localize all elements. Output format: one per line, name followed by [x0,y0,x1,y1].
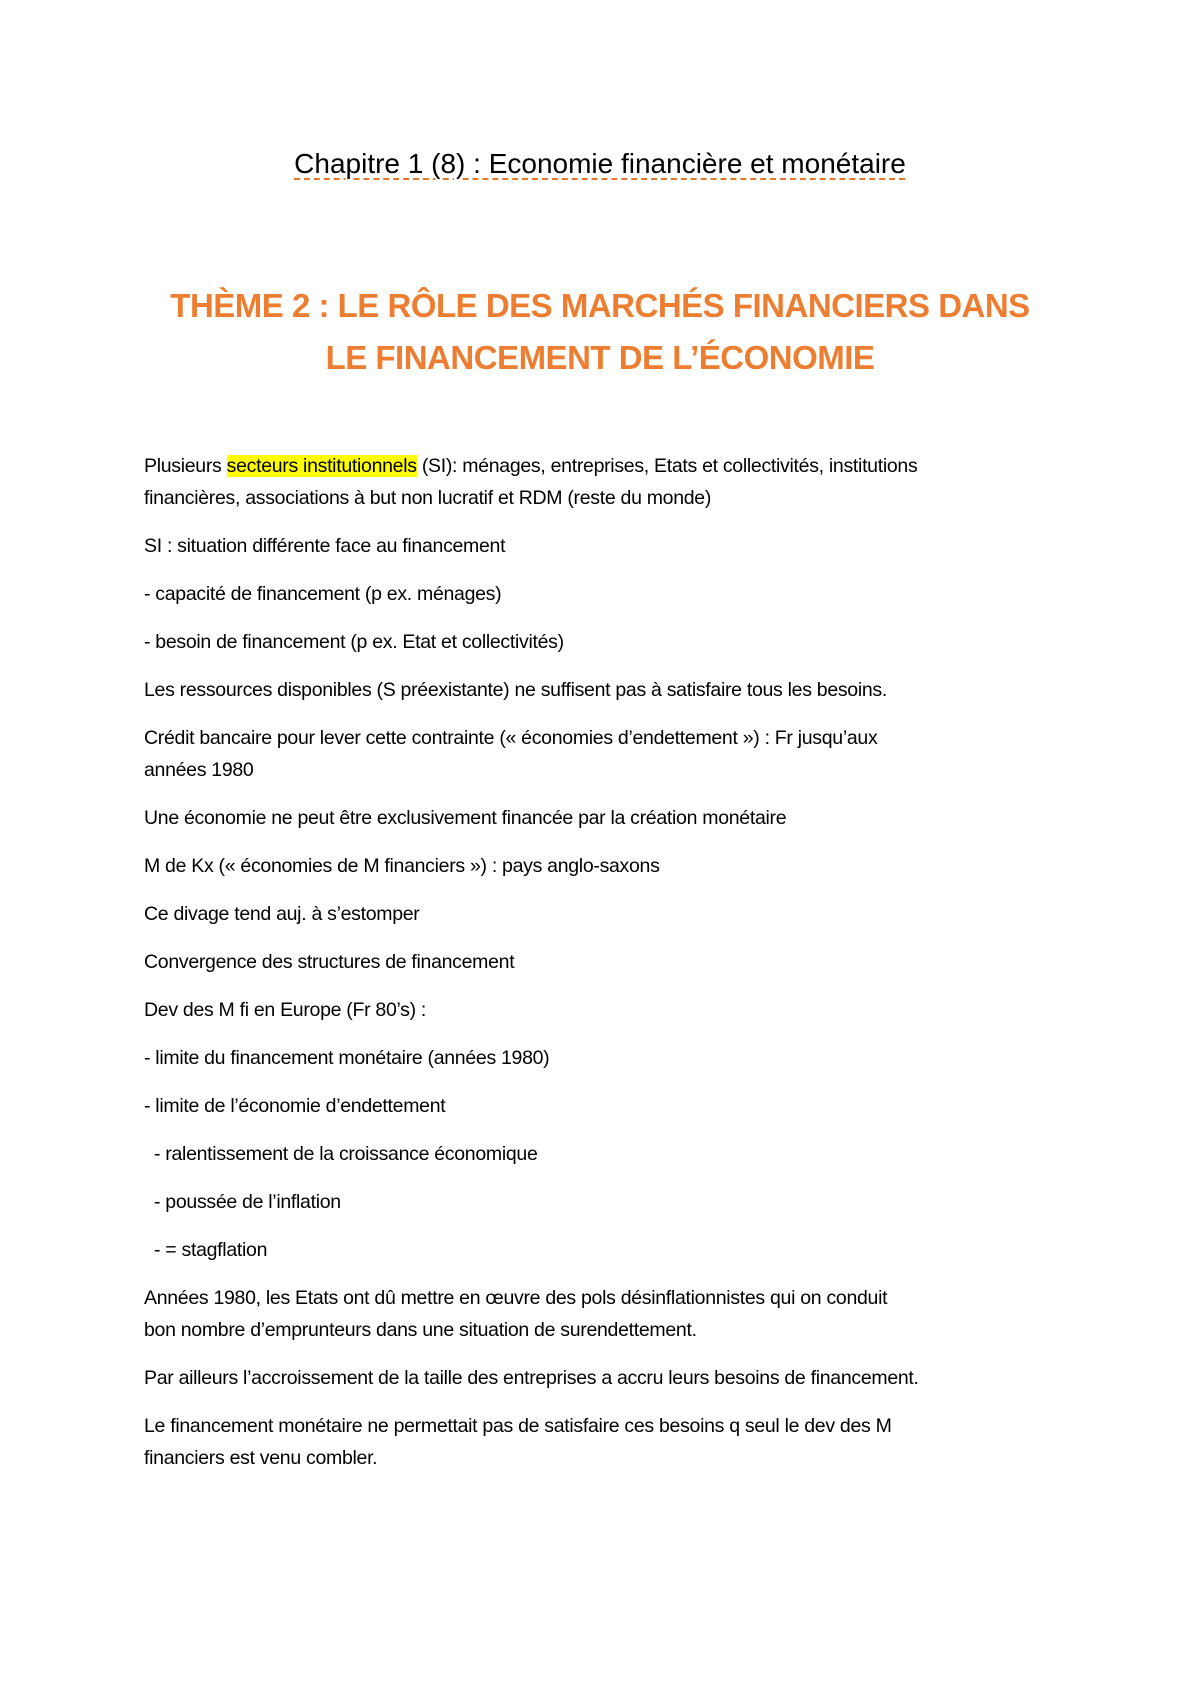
chapter-title-text: Chapitre 1 (8) : Economie financière et monétaire [294,148,906,179]
monetary-financing-line-1: Le financement monétaire ne permettait pas de satisfaire ces besoins q seul le dev des M [144,1415,892,1437]
paragraph-need: - besoin de financement (p ex. Etat et collectivités) [144,631,564,653]
theme-title-line-2: LE FINANCEMENT DE L’ÉCONOMIE [325,339,875,376]
paragraph-europe-dev: Dev des M fi en Europe (Fr 80’s) : [144,999,427,1021]
paragraph-si-situation: SI : situation différente face au financement [144,535,506,557]
bank-credit-line-2: années 1980 [144,759,254,781]
paragraph-limit-monetary: - limite du financement monétaire (années 1980) [144,1047,550,1069]
chapter-title [0,146,1200,182]
paragraph-inflation: - poussée de l’inflation [154,1191,341,1213]
disinflation-line-2: bon nombre d’emprunteurs dans une situation de surendettement. [144,1319,697,1341]
sectors-list: (SI): ménages, entreprises, Etats et collectivités, institutions [416,455,918,477]
paragraph-limit-debt: - limite de l’économie d’endettement [144,1095,446,1117]
paragraph-convergence: Convergence des structures de financement [144,951,515,973]
sectors-list-continued: financières, associations à but non lucratif et RDM (reste du monde) [144,487,712,509]
body-text [144,450,1074,1490]
paragraph-stagflation: - = stagflation [154,1239,268,1261]
paragraph-slowdown: - ralentissement de la croissance économique [154,1143,538,1165]
paragraph-bank-credit [144,722,1074,786]
disinflation-line-1: Années 1980, les Etats ont dû mettre en œuvre des pols désinflationnistes qui on conduit [144,1287,888,1309]
paragraph-monetary-creation: Une économie ne peut être exclusivement financée par la création monétaire [144,807,787,829]
paragraph-company-size: Par ailleurs l’accroissement de la taille des entreprises a accru leurs besoins de financement. [144,1367,919,1389]
paragraph-divide: Ce divage tend auj. à s’estomper [144,903,420,925]
highlighted-term: secteurs institutionnels [226,455,417,477]
paragraph-sectors [144,450,1074,514]
monetary-financing-line-2: financiers est venu combler. [144,1447,378,1469]
paragraph-resources: Les ressources disponibles (S préexistante) ne suffisent pas à satisfaire tous les besoins. [144,679,887,701]
paragraph-monetary-financing [144,1410,1074,1474]
theme-title [0,280,1200,384]
theme-title-line-1: THÈME 2 : LE RÔLE DES MARCHÉS FINANCIERS DANS [170,287,1030,324]
paragraph-disinflation [144,1282,1074,1346]
sectors-intro: Plusieurs [144,455,227,477]
paragraph-capital-markets: M de Kx (« économies de M financiers ») : pays anglo-saxons [144,855,660,877]
bank-credit-line-1: Crédit bancaire pour lever cette contrainte (« économies d’endettement ») : Fr jusqu’aux [144,727,878,749]
paragraph-capacity: - capacité de financement (p ex. ménages) [144,583,502,605]
